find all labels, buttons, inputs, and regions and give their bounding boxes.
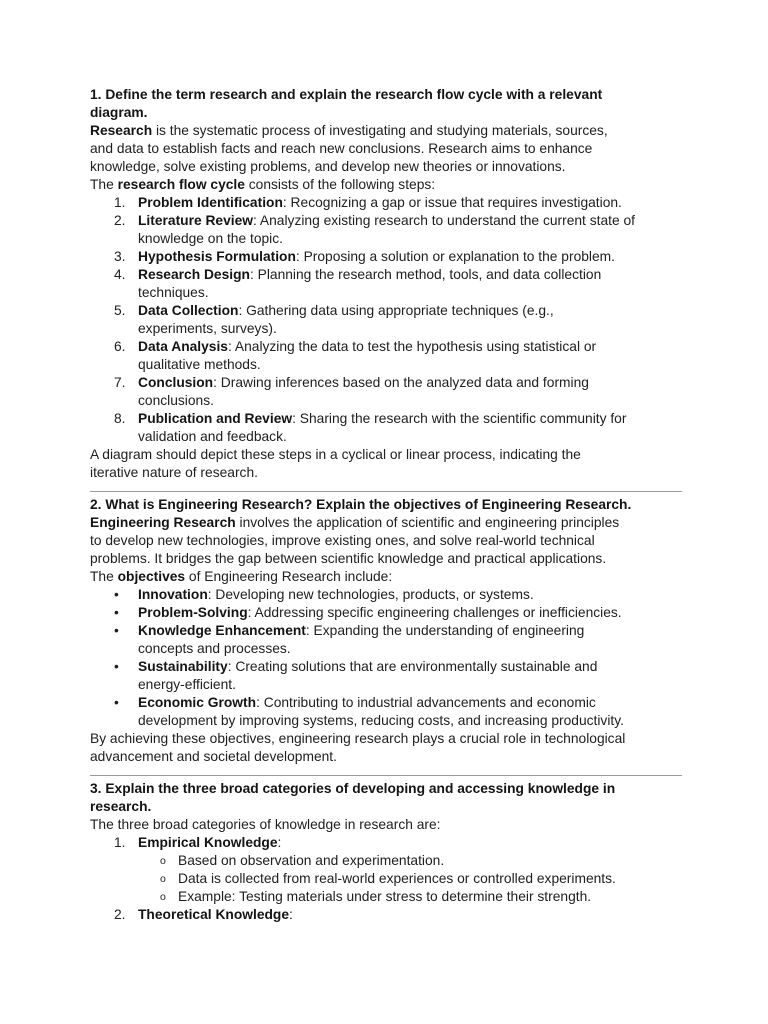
text-run: development by improving systems, reducing costs, and increasing productivity. — [138, 713, 624, 728]
list-item-line — [90, 392, 682, 410]
text-run: : Creating solutions that are environmentally sustainable and — [227, 659, 598, 674]
paragraph-line — [90, 446, 682, 464]
bold-text-run: Empirical Knowledge — [138, 835, 278, 850]
text-run: : Sharing the research with the scientific community for — [292, 411, 627, 426]
circle-bullet-icon: o — [160, 873, 166, 885]
bold-text-run: 1. Define the term research and explain the research flow cycle with a relevant — [90, 87, 603, 102]
text-run: : — [277, 835, 282, 850]
text-run: : Expanding the understanding of engineering — [305, 623, 585, 638]
circle-bullet-icon: o — [160, 891, 166, 903]
paragraph-line — [90, 158, 682, 176]
text-run: Example: Testing materials under stress to determine their strength. — [178, 889, 592, 904]
paragraph-line — [90, 532, 682, 550]
bullet-icon: • — [114, 605, 119, 620]
bold-text-run: Engineering Research — [90, 515, 236, 530]
text-run: validation and feedback. — [138, 429, 287, 444]
section-question-3 — [90, 780, 682, 924]
list-item-line — [90, 586, 682, 604]
list-item-line — [90, 428, 682, 446]
text-run: iterative nature of research. — [90, 465, 258, 480]
list-number: 3. — [114, 249, 126, 264]
question-heading-line — [90, 86, 682, 104]
paragraph-line — [90, 176, 682, 194]
list-item-line — [90, 356, 682, 374]
text-run: : Developing new technologies, products, or systems. — [207, 587, 534, 602]
text-run: advancement and societal development. — [90, 749, 337, 764]
list-number: 1. — [114, 195, 126, 210]
bold-text-run: Hypothesis Formulation — [138, 249, 296, 264]
text-run: energy-efficient. — [138, 677, 236, 692]
text-run: problems. It bridges the gap between scientific knowledge and practical applications. — [90, 551, 607, 566]
text-run: knowledge, solve existing problems, and develop new theories or innovations. — [90, 159, 566, 174]
list-number: 2. — [114, 907, 126, 922]
paragraph-line — [90, 122, 682, 140]
list-item-line — [90, 658, 682, 676]
list-item-line — [90, 212, 682, 230]
bullet-icon: • — [114, 587, 119, 602]
question-heading-line — [90, 780, 682, 798]
circle-bullet-icon: o — [160, 855, 166, 867]
text-run: A diagram should depict these steps in a cyclical or linear process, indicating the — [90, 447, 581, 462]
list-item-line — [90, 834, 682, 852]
text-run: : Analyzing existing research to understand the current state of — [253, 213, 635, 228]
list-item-line — [90, 320, 682, 338]
text-run: to develop new technologies, improve existing ones, and solve real-world technical — [90, 533, 595, 548]
list-item-line — [90, 852, 682, 870]
list-item-line — [90, 302, 682, 320]
text-run: Based on observation and experimentation. — [178, 853, 445, 868]
bold-text-run: 2. What is Engineering Research? Explain the objectives of Engineering Research. — [90, 497, 632, 512]
text-run: : Gathering data using appropriate techniques (e.g., — [238, 303, 554, 318]
list-item-line — [90, 374, 682, 392]
question-heading-line — [90, 496, 682, 514]
section-question-2 — [90, 496, 682, 766]
list-item-line — [90, 338, 682, 356]
list-item-line — [90, 194, 682, 212]
text-run: : Drawing inferences based on the analyzed data and forming — [213, 375, 589, 390]
list-item-line — [90, 410, 682, 428]
list-item-line — [90, 248, 682, 266]
text-run: involves the application of scientific and engineering principles — [235, 515, 620, 530]
text-run: techniques. — [138, 285, 209, 300]
list-item-line — [90, 284, 682, 302]
bullet-icon: • — [114, 695, 119, 710]
text-run: : Recognizing a gap or issue that requires investigation. — [282, 195, 622, 210]
paragraph-line — [90, 730, 682, 748]
text-run: of Engineering Research include: — [185, 569, 393, 584]
bold-text-run: 3. Explain the three broad categories of developing and accessing knowledge in — [90, 781, 616, 796]
bold-text-run: research. — [90, 799, 152, 814]
text-run: consists of the following steps: — [244, 177, 436, 192]
paragraph-line — [90, 514, 682, 532]
text-run: : Proposing a solution or explanation to the problem. — [295, 249, 615, 264]
list-number: 1. — [114, 835, 126, 850]
section-divider — [90, 775, 682, 776]
list-item-line — [90, 676, 682, 694]
text-run: : — [289, 907, 293, 922]
bold-text-run: Economic Growth — [138, 695, 257, 710]
text-run: By achieving these objectives, engineering research plays a crucial role in technological — [90, 731, 626, 746]
bold-text-run: Problem-Solving — [138, 605, 248, 620]
text-run: : Analyzing the data to test the hypothesis using statistical or — [227, 339, 597, 354]
list-number: 6. — [114, 339, 126, 354]
list-item-line — [90, 604, 682, 622]
text-run: knowledge on the topic. — [138, 231, 283, 246]
bold-text-run: objectives — [117, 569, 186, 584]
bold-text-run: Problem Identification — [138, 195, 283, 210]
list-item-line — [90, 640, 682, 658]
text-run: : Addressing specific engineering challenges or inefficiencies. — [247, 605, 622, 620]
section-question-1 — [90, 86, 682, 482]
text-run: The — [90, 177, 118, 192]
list-item-line — [90, 906, 682, 924]
bold-text-run: Conclusion — [138, 375, 214, 390]
list-number: 7. — [114, 375, 126, 390]
bold-text-run: Sustainability — [138, 659, 228, 674]
bold-text-run: research flow cycle — [117, 177, 245, 192]
bullet-icon: • — [114, 659, 119, 674]
bold-text-run: Research Design — [138, 267, 250, 282]
list-item-line — [90, 622, 682, 640]
list-item-line — [90, 694, 682, 712]
bold-text-run: Knowledge Enhancement — [138, 623, 306, 638]
text-run: qualitative methods. — [138, 357, 261, 372]
text-run: Data is collected from real-world experiences or controlled experiments. — [178, 871, 616, 886]
list-item-line — [90, 266, 682, 284]
bold-text-run: Innovation — [138, 587, 208, 602]
text-run: : Planning the research method, tools, and data collection — [249, 267, 602, 282]
list-number: 8. — [114, 411, 126, 426]
list-item-line — [90, 712, 682, 730]
bold-text-run: Data Collection — [138, 303, 239, 318]
paragraph-line — [90, 816, 682, 834]
text-run: conclusions. — [138, 393, 214, 408]
question-heading-line — [90, 104, 682, 122]
text-run: is the systematic process of investigating and studying materials, sources, — [152, 123, 608, 138]
bold-text-run: Research — [90, 123, 153, 138]
text-run: The three broad categories of knowledge in research are: — [90, 817, 441, 832]
question-heading-line — [90, 798, 682, 816]
bold-text-run: Literature Review — [138, 213, 254, 228]
bold-text-run: diagram. — [90, 105, 148, 120]
paragraph-line — [90, 550, 682, 568]
bold-text-run: Theoretical Knowledge — [138, 907, 290, 922]
list-item-line — [90, 888, 682, 906]
bold-text-run: Publication and Review — [138, 411, 293, 426]
text-run: experiments, surveys). — [138, 321, 277, 336]
section-divider — [90, 491, 682, 492]
list-item-line — [90, 870, 682, 888]
paragraph-line — [90, 748, 682, 766]
list-number: 2. — [114, 213, 126, 228]
list-number: 5. — [114, 303, 126, 318]
document-content — [90, 86, 682, 924]
bold-text-run: Data Analysis — [138, 339, 228, 354]
text-run: and data to establish facts and reach new conclusions. Research aims to enhance — [90, 141, 593, 156]
text-run: The — [90, 569, 118, 584]
paragraph-line — [90, 464, 682, 482]
text-run: : Contributing to industrial advancements and economic — [256, 695, 596, 710]
list-number: 4. — [114, 267, 126, 282]
list-item-line — [90, 230, 682, 248]
bullet-icon: • — [114, 623, 119, 638]
text-run: concepts and processes. — [138, 641, 291, 656]
paragraph-line — [90, 568, 682, 586]
paragraph-line — [90, 140, 682, 158]
